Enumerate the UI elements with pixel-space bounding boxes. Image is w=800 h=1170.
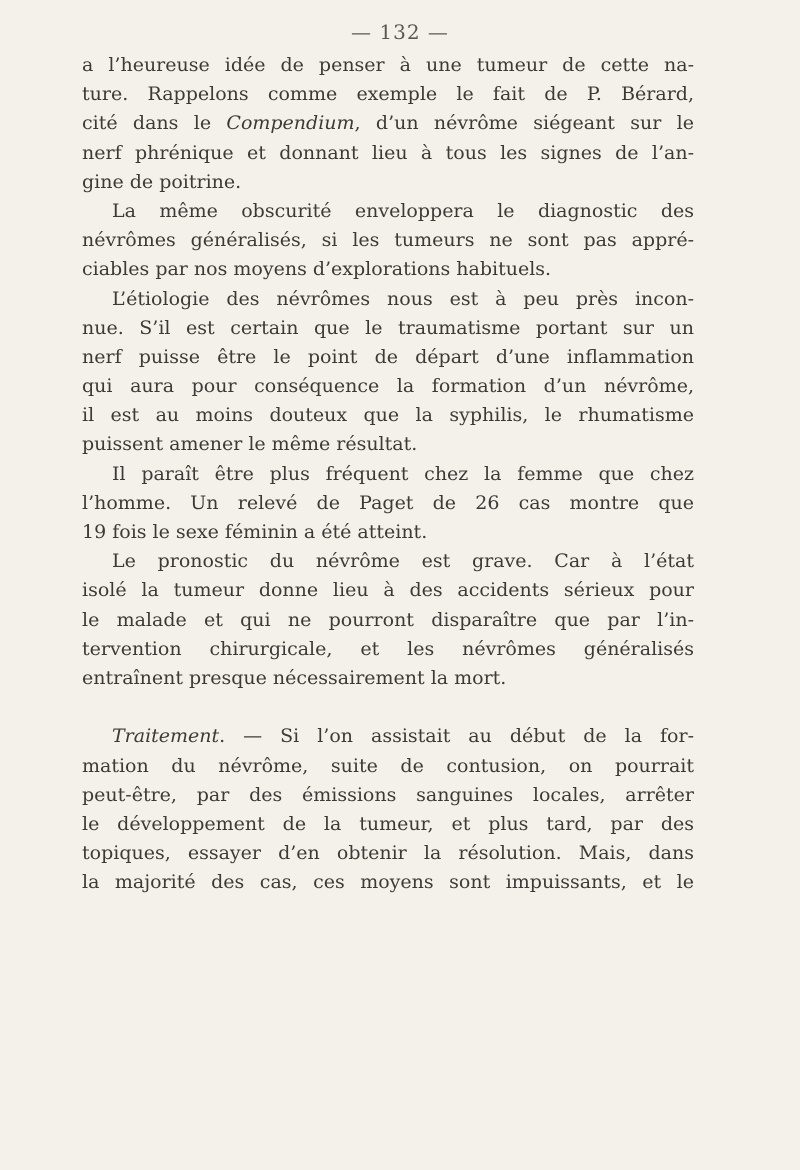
text-span: , d’un névrôme siégeant sur le bbox=[354, 112, 694, 135]
text-line: puissent amener le même résultat. bbox=[82, 433, 418, 456]
text-line: qui aura pour conséquence la formation d’un névrôme, bbox=[82, 375, 694, 398]
text-line: ture. Rappelons comme exemple le fait de P. Bérard, bbox=[82, 83, 694, 106]
paragraph bbox=[82, 547, 694, 693]
text-line: il est au moins douteux que la syphilis, le rhumatisme bbox=[82, 404, 694, 427]
text-line: nerf puisse être le point de départ d’une inflammation bbox=[82, 345, 694, 368]
text-line: gine de poitrine. bbox=[82, 170, 242, 193]
text-line bbox=[82, 109, 694, 138]
page-number: — 132 — bbox=[351, 20, 449, 44]
text-line: nue. S’il est certain que le traumatisme portant sur un bbox=[82, 316, 694, 339]
paragraph bbox=[82, 285, 694, 460]
paragraph bbox=[82, 197, 694, 285]
text-line: le malade et qui ne pourront disparaître que par l’in- bbox=[82, 608, 694, 631]
text-line: le développement de la tumeur, et plus tard, par des bbox=[82, 812, 694, 835]
text-line: la majorité des cas, ces moyens sont impuissants, et le bbox=[82, 871, 694, 894]
text-line: ciables par nos moyens d’explorations habituels. bbox=[82, 258, 552, 281]
text-line: l’homme. Un relevé de Paget de 26 cas montre que bbox=[82, 491, 694, 514]
paragraph-treatment bbox=[82, 722, 694, 897]
text-line bbox=[82, 722, 694, 751]
paragraph bbox=[82, 460, 694, 548]
text-line: peut-être, par des émissions sanguines locales, arrêter bbox=[82, 783, 694, 806]
text-line: topiques, essayer d’en obtenir la résolution. Mais, dans bbox=[82, 842, 694, 865]
text-line: mation du névrôme, suite de contusion, on pourrait bbox=[82, 754, 694, 777]
text-line: a l’heureuse idée de penser à une tumeur de cette na- bbox=[82, 54, 694, 76]
paragraph bbox=[82, 51, 694, 197]
text-span: . — Si l’on assistait au début de la for- bbox=[219, 725, 694, 748]
text-span: cité dans le bbox=[82, 112, 227, 135]
text-line: entraînent presque nécessairement la mort. bbox=[82, 666, 507, 689]
italic-title: Compendium bbox=[226, 112, 355, 135]
text-line: Il paraît être plus fréquent chez la femme que chez bbox=[112, 462, 694, 485]
text-line: L’étiologie des névrômes nous est à peu près incon- bbox=[112, 287, 694, 310]
section-heading: Traitement bbox=[112, 725, 220, 748]
text-line: Le pronostic du névrôme est grave. Car à l’état bbox=[112, 550, 694, 573]
section-spacer bbox=[82, 693, 694, 722]
text-line: névrômes généralisés, si les tumeurs ne sont pas appré- bbox=[82, 229, 694, 252]
text-line: isolé la tumeur donne lieu à des accidents sérieux pour bbox=[82, 579, 694, 602]
text-line: nerf phrénique et donnant lieu à tous les signes de l’an- bbox=[82, 141, 694, 164]
text-line: tervention chirurgicale, et les névrômes généralisés bbox=[82, 637, 694, 660]
text-line: La même obscurité enveloppera le diagnostic des bbox=[112, 199, 694, 222]
text-line: 19 fois le sexe féminin a été atteint. bbox=[82, 521, 428, 543]
body-text bbox=[82, 51, 694, 897]
